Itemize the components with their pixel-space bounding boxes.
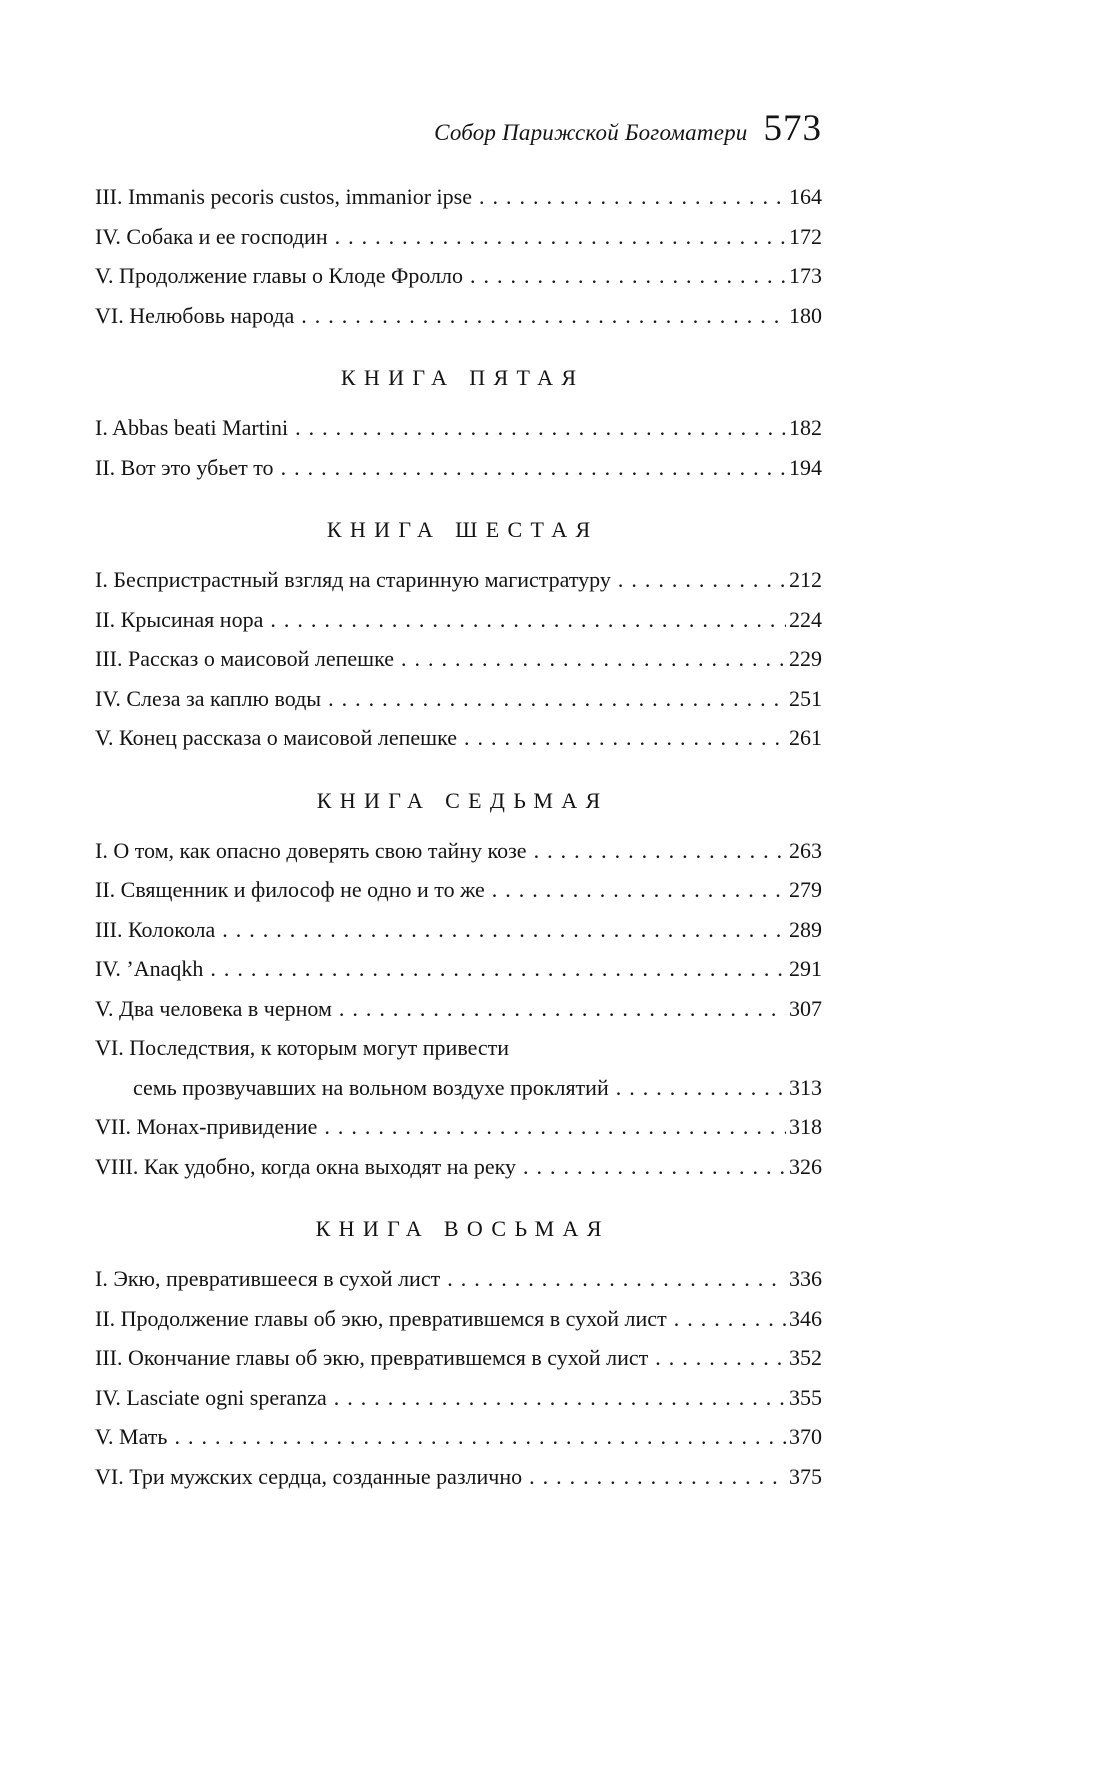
leader-dots — [270, 600, 786, 640]
entry-label: V. Конец рассказа о маисовой лепешке — [95, 725, 458, 750]
entry-label: III. Рассказ о маисовой лепешке — [95, 646, 395, 671]
toc-entry — [95, 949, 822, 989]
entry-page: 375 — [789, 1463, 822, 1489]
entry-page: 336 — [789, 1266, 822, 1291]
entry-page: 326 — [789, 1153, 822, 1179]
entry-label: VIII. Как удобно, когда окна выходят на реку — [95, 1153, 516, 1179]
leader-dots — [281, 448, 786, 488]
book-heading: КНИГА ВОСЬМАЯ — [315, 1216, 610, 1241]
book-heading: КНИГА СЕДЬМАЯ — [316, 787, 609, 813]
entry-label: II. Крысиная нора — [95, 606, 264, 632]
entry-page: 164 — [789, 184, 822, 209]
leader-dots — [301, 296, 786, 336]
toc-entry — [95, 639, 822, 679]
entry-list — [95, 408, 822, 487]
entry-page: 182 — [789, 415, 822, 440]
entry-page: 194 — [789, 454, 822, 480]
toc-entry — [95, 1299, 822, 1339]
toc-section — [95, 510, 822, 758]
entry-page: 212 — [789, 567, 822, 592]
leader-dots — [470, 256, 786, 296]
book-heading: КНИГА ПЯТАЯ — [340, 365, 585, 390]
toc-entry — [95, 1338, 822, 1378]
entry-label: V. Мать — [95, 1424, 168, 1449]
toc-entry — [95, 910, 822, 950]
entry-list — [95, 1259, 822, 1496]
entry-label: IV. Lasciate ogni speranza — [95, 1384, 327, 1410]
leader-dots — [339, 989, 786, 1029]
toc-entry — [95, 408, 822, 448]
entry-page: 172 — [789, 223, 822, 249]
entry-label: семь прозвучавших на вольном воздухе проклятий — [133, 1074, 609, 1100]
entry-list — [95, 560, 822, 758]
entry-label: IV. Собака и ее господин — [95, 223, 328, 249]
toc-entry — [95, 989, 822, 1029]
toc-entry — [95, 1107, 822, 1147]
entry-page: 180 — [789, 302, 822, 328]
entry-label: III. Окончание главы об экю, превратившемся в сухой лист — [95, 1345, 649, 1370]
toc-entry — [95, 177, 822, 217]
entry-label: VII. Монах-привидение — [95, 1114, 318, 1139]
toc-entry — [95, 1028, 822, 1068]
leader-dots — [674, 1299, 786, 1339]
entry-label: VI. Три мужских сердца, созданные различно — [95, 1463, 523, 1489]
entry-page: 355 — [789, 1384, 822, 1410]
entry-page: 173 — [789, 263, 822, 288]
leader-dots — [529, 1457, 786, 1497]
toc-entry — [95, 1068, 822, 1108]
toc-entry — [95, 560, 822, 600]
toc-entry — [95, 448, 822, 488]
entry-label: V. Продолжение главы о Клоде Фролло — [95, 263, 464, 288]
entry-page: 346 — [789, 1305, 822, 1331]
leader-dots — [464, 718, 786, 758]
leader-dots — [523, 1147, 786, 1187]
entry-label: III. Immanis pecoris custos, immanior ipse — [95, 184, 472, 209]
entry-page: 251 — [789, 685, 822, 711]
toc-entry — [95, 1259, 822, 1299]
running-header — [95, 110, 822, 147]
entry-page: 229 — [789, 646, 822, 671]
leader-dots — [328, 679, 786, 719]
entry-label: I. О том, как опасно доверять свою тайну козе — [95, 837, 527, 863]
leader-dots — [534, 831, 786, 871]
entry-page: 318 — [789, 1114, 822, 1139]
entry-label: IV. ’Anaqkh — [95, 956, 204, 981]
entry-page: 224 — [789, 606, 822, 632]
toc-section — [95, 358, 822, 487]
book-heading: КНИГА ШЕСТАЯ — [326, 517, 599, 542]
leader-dots — [334, 1378, 786, 1418]
entry-label: II. Вот это убьет то — [95, 454, 274, 480]
toc-entry — [95, 679, 822, 719]
toc — [95, 177, 822, 1496]
toc-section — [95, 781, 822, 1187]
entry-page: 352 — [789, 1345, 822, 1370]
entry-label: II. Продолжение главы об экю, превратившемся в сухой лист — [95, 1305, 667, 1331]
toc-entry — [95, 256, 822, 296]
toc-entry — [95, 831, 822, 871]
leader-dots — [616, 1068, 786, 1108]
leader-dots — [401, 639, 786, 679]
entry-page: 263 — [789, 837, 822, 863]
book-title: Собор Парижской Богоматери — [434, 120, 748, 145]
entry-label: I. Беспристрастный взгляд на старинную магистратуру — [95, 567, 611, 592]
entry-page: 291 — [789, 956, 822, 981]
leader-dots — [324, 1107, 786, 1147]
toc-entry — [95, 296, 822, 336]
toc-content — [95, 110, 822, 1496]
entry-label: VI. Нелюбовь народа — [95, 302, 295, 328]
leader-dots — [295, 408, 786, 448]
entry-page: 370 — [789, 1424, 822, 1449]
leader-dots — [618, 560, 786, 600]
page-number: 573 — [763, 108, 822, 149]
entry-page: 261 — [789, 725, 822, 750]
leader-dots — [174, 1417, 786, 1457]
entry-label: I. Abbas beati Martini — [95, 415, 289, 440]
entry-label: III. Колокола — [95, 916, 216, 942]
leader-dots — [222, 910, 786, 950]
entry-list — [95, 831, 822, 1187]
entry-page: 307 — [789, 995, 822, 1021]
toc-entry — [95, 217, 822, 257]
toc-entry — [95, 1457, 822, 1497]
toc-section — [95, 1209, 822, 1496]
leader-dots — [492, 870, 786, 910]
toc-section — [95, 177, 822, 335]
toc-entry — [95, 1417, 822, 1457]
entry-page: 313 — [789, 1074, 822, 1100]
entry-label: II. Священник и философ не одно и то же — [95, 877, 485, 902]
leader-dots — [335, 217, 786, 257]
entry-page: 279 — [789, 877, 822, 902]
entry-list — [95, 177, 822, 335]
leader-dots — [447, 1259, 786, 1299]
entry-label: IV. Слеза за каплю воды — [95, 685, 322, 711]
leader-dots — [655, 1338, 786, 1378]
toc-entry — [95, 600, 822, 640]
entry-label: I. Экю, превратившееся в сухой лист — [95, 1266, 441, 1291]
entry-label: VI. Последствия, к которым могут привести — [95, 1035, 510, 1060]
leader-dots — [210, 949, 786, 989]
toc-entry — [95, 1378, 822, 1418]
toc-entry — [95, 1147, 822, 1187]
leader-dots — [479, 177, 786, 217]
entry-label: V. Два человека в черном — [95, 995, 332, 1021]
entry-page: 289 — [789, 916, 822, 942]
toc-entry — [95, 870, 822, 910]
toc-entry — [95, 718, 822, 758]
